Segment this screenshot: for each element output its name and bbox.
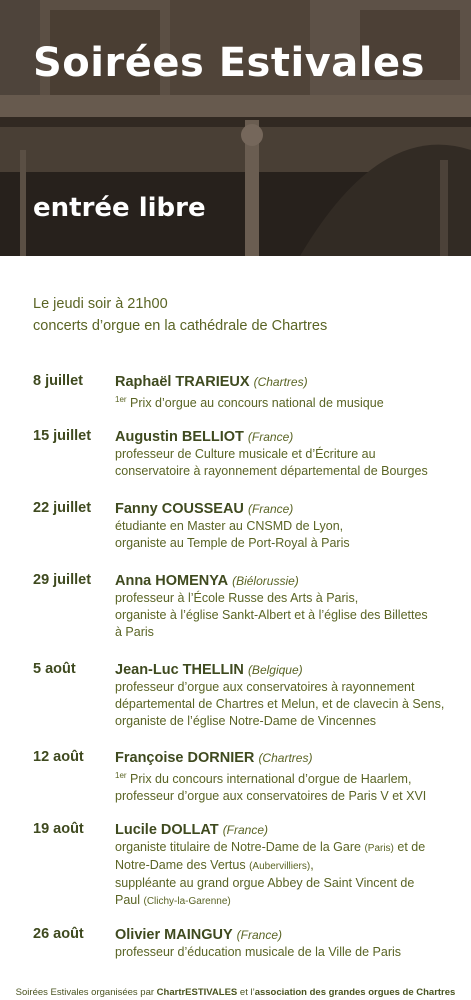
detail-text: professeur à l’École Russe des Arts à Paris, (115, 591, 359, 605)
detail-text: organiste titulaire de Notre-Dame de la Gare (115, 840, 365, 854)
detail-location: (Paris) (364, 843, 394, 854)
performer-detail-line (115, 767, 455, 788)
concert-date: 22 juillet (33, 500, 92, 516)
footer-middle: et l’ (237, 987, 255, 998)
concert-date: 12 août (33, 749, 84, 765)
detail-text: professeur d’orgue aux conservatoires à rayonnement (115, 680, 415, 694)
performer-detail-line (115, 446, 455, 463)
performer-origin: (France) (247, 502, 294, 516)
performer-origin: (Biélorussie) (232, 574, 299, 588)
performer-origin: (France) (236, 928, 283, 942)
performer-detail-line (115, 892, 455, 910)
performer (115, 821, 455, 839)
performer-name: Fanny COUSSEAU (115, 501, 244, 517)
performer-origin: (Belgique) (247, 663, 303, 677)
detail-text: organiste au Temple de Port-Royal à Paris (115, 536, 350, 550)
concert-details (115, 373, 455, 412)
performer-detail-line (115, 518, 455, 535)
performer (115, 661, 455, 679)
performer-detail-line (115, 944, 455, 961)
hero-subtitle: entrée libre (33, 193, 206, 223)
performer (115, 373, 455, 391)
performer (115, 926, 455, 944)
concert-date: 26 août (33, 926, 84, 942)
detail-text: départemental de Chartres et Melun, et de clavecin à Sens, (115, 697, 445, 711)
concert-details (115, 428, 455, 480)
concert-details (115, 661, 455, 730)
performer-name: Lucile DOLLAT (115, 822, 219, 838)
detail-text: organiste à l’église Sankt-Albert et à l’église des Billettes (115, 608, 428, 622)
detail-text: étudiante en Master au CNSMD de Lyon, (115, 519, 344, 533)
performer-name: Raphaël TRARIEUX (115, 374, 250, 390)
detail-text: professeur de Culture musicale et d’Écriture au (115, 447, 376, 461)
performer-detail-line (115, 839, 455, 857)
performer-origin: (Chartres) (258, 751, 313, 765)
detail-text-after: et de (393, 840, 426, 854)
performer-detail-line (115, 391, 455, 412)
detail-text: à Paris (115, 625, 154, 639)
performer-name: Olivier MAINGUY (115, 927, 233, 943)
performer-detail-line (115, 713, 455, 730)
performer-name: Françoise DORNIER (115, 750, 255, 766)
concert-date: 15 juillet (33, 428, 92, 444)
detail-text: conservatoire à rayonnement départemental de Bourges (115, 464, 428, 478)
concert-details (115, 500, 455, 552)
performer-name: Anna HOMENYA (115, 573, 229, 589)
footer-org-chartrestivales: ChartrESTIVALES (156, 987, 238, 998)
concert-details (115, 572, 455, 641)
performer-detail-line (115, 679, 455, 696)
performer-detail-line (115, 463, 455, 480)
performer-detail-line (115, 624, 455, 641)
ordinal-superscript: 1er (115, 395, 127, 404)
detail-text: professeur d’orgue aux conservatoires de Paris V et XVI (115, 789, 427, 804)
performer-origin: (Chartres) (253, 375, 308, 389)
intro-block (33, 293, 327, 337)
detail-location: (Aubervilliers) (249, 861, 311, 872)
intro-line-venue: concerts d’orgue en la cathédrale de Chartres (33, 318, 328, 334)
concert-date: 8 juillet (33, 373, 83, 389)
footer-org-grandes-orgues: association des grandes orgues de Chartres (254, 987, 456, 998)
detail-text: Paul (115, 893, 144, 907)
concert-details (115, 926, 455, 961)
performer (115, 572, 455, 590)
performer-origin: (France) (222, 823, 269, 837)
detail-text: suppléante au grand orgue Abbey de Saint Vincent de (115, 876, 415, 890)
performer-detail-line (115, 875, 455, 892)
concert-date: 5 août (33, 661, 76, 677)
ordinal-superscript: 1er (115, 771, 127, 780)
detail-location: (Clichy-la-Garenne) (143, 896, 231, 907)
performer-name: Jean-Luc THELLIN (115, 662, 244, 678)
concert-date: 19 août (33, 821, 84, 837)
footer-credits (0, 987, 471, 998)
performer-detail-line (115, 788, 455, 805)
performer-name: Augustin BELLIOT (115, 429, 244, 445)
hero-title: Soirées Estivales (33, 40, 425, 86)
performer-detail-line (115, 535, 455, 552)
intro-line-schedule: Le jeudi soir à 21h00 (33, 296, 168, 312)
detail-text: organiste de l’église Notre-Dame de Vincennes (115, 714, 377, 728)
hero-banner (0, 0, 471, 256)
performer (115, 500, 455, 518)
detail-text: Notre-Dame des Vertus (115, 858, 250, 872)
concert-details (115, 749, 455, 805)
detail-text: Prix du concours international d’orgue de Haarlem, (126, 772, 412, 787)
performer (115, 428, 455, 446)
detail-text-after: , (310, 858, 314, 872)
performer (115, 749, 455, 767)
performer-detail-line (115, 696, 455, 713)
footer-prefix: Soirées Estivales organisées par (15, 987, 157, 998)
performer-origin: (France) (247, 430, 294, 444)
concert-details (115, 821, 455, 910)
performer-detail-line (115, 857, 455, 875)
concert-date: 29 juillet (33, 572, 92, 588)
detail-text: Prix d’orgue au concours national de musique (126, 396, 384, 411)
detail-text: professeur d’éducation musicale de la Ville de Paris (115, 945, 402, 959)
performer-detail-line (115, 590, 455, 607)
performer-detail-line (115, 607, 455, 624)
